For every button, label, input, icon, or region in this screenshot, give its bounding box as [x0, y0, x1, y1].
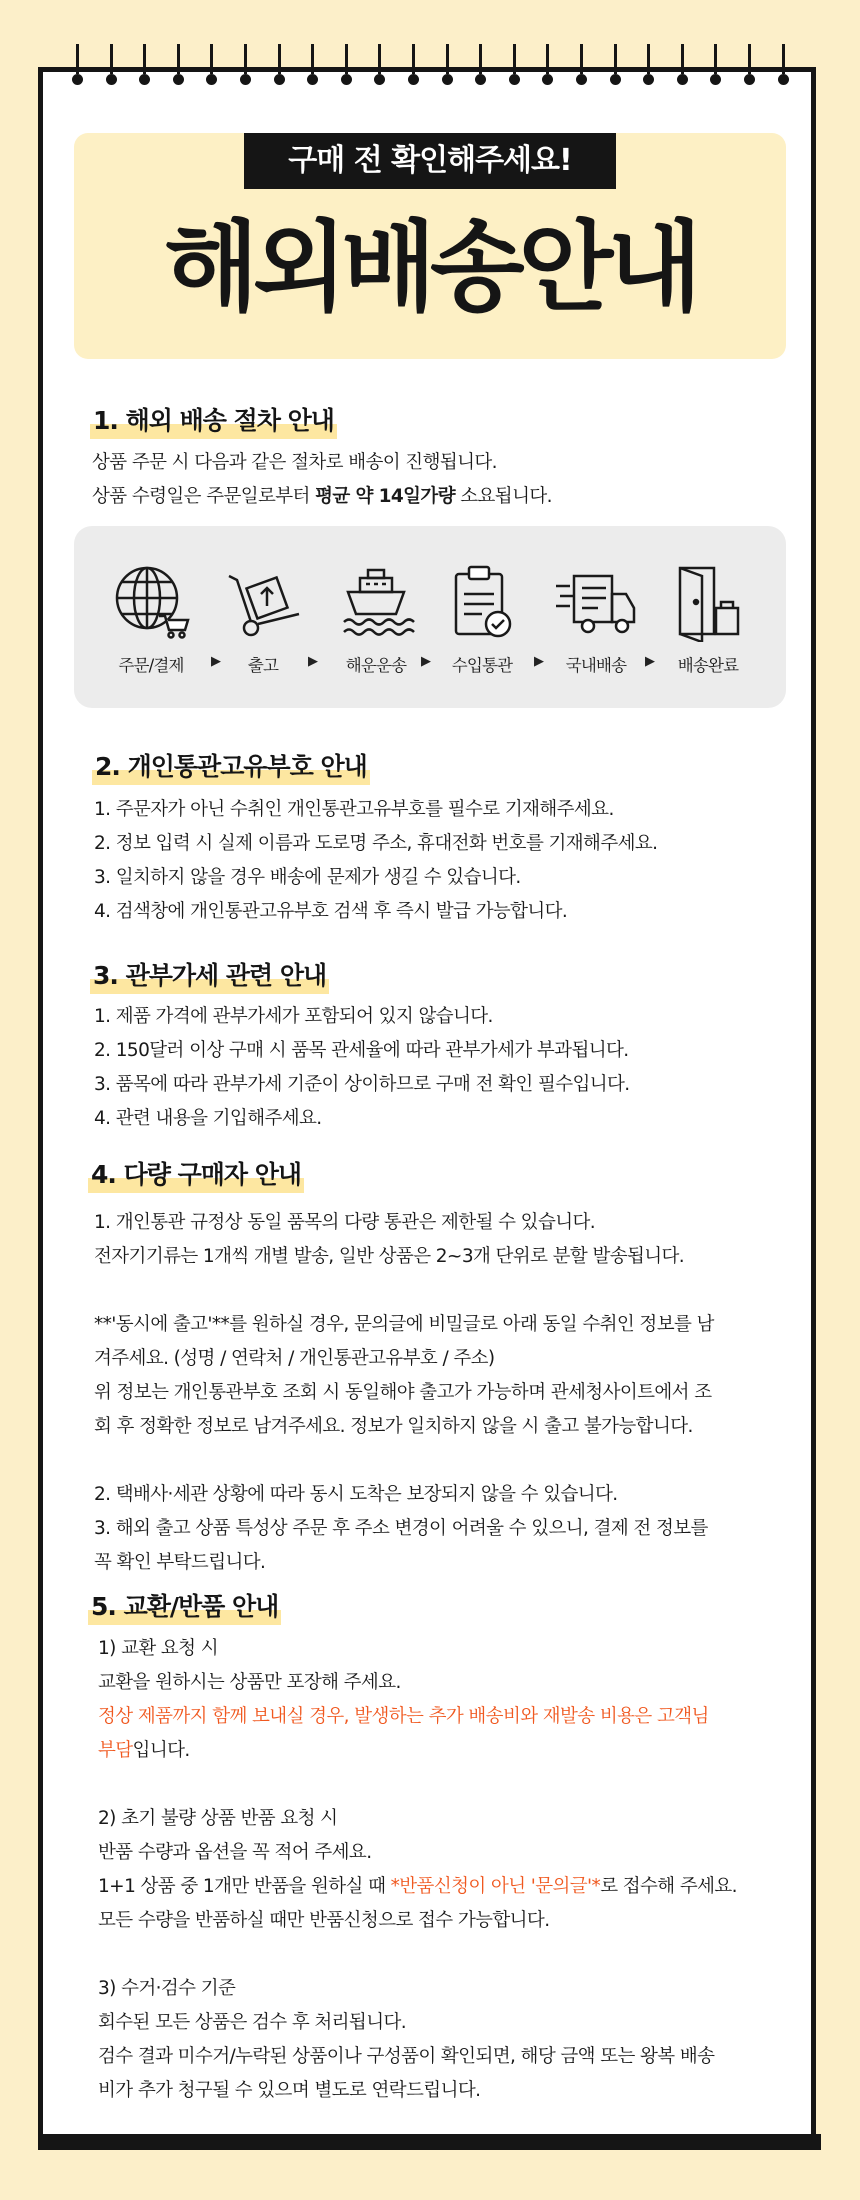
step-label: 국내배송 — [565, 656, 627, 675]
section-title-customs-code: 2. 개인통관고유부호 안내 — [92, 749, 370, 785]
procedure-line: 상품 수령일은 주문일로부터 평균 약 14일가량 소요됩니다. — [92, 486, 552, 507]
text-line: 1+1 상품 중 1개만 반품을 원하실 때 *반품신청이 아닌 '문의글'*로 접수해 주세요. — [98, 1876, 737, 1897]
hand-truck-icon — [223, 562, 303, 642]
text-line: 회수된 모든 상품은 검수 후 처리됩니다. — [98, 2012, 407, 2033]
process-step-customs — [437, 562, 527, 676]
process-step-dispatch — [218, 562, 308, 676]
binding-ring — [475, 44, 485, 88]
text-line: 비가 추가 청구될 수 있으며 별도로 연락드립니다. — [98, 2080, 481, 2101]
binding-ring — [206, 44, 216, 88]
list-item: 4. 관련 내용을 기입해주세요. — [94, 1108, 322, 1129]
hero-banner — [74, 133, 786, 359]
duties-list — [94, 1000, 630, 1136]
text-line: **'동시에 출고'**를 원하실 경우, 문의글에 비밀글로 아래 동일 수취인 정보를 남 — [94, 1314, 714, 1335]
list-item: 1. 제품 가격에 관부가세가 포함되어 있지 않습니다. — [94, 1006, 493, 1027]
text-line: 1. 개인통관 규정상 동일 품목의 다량 통관은 제한될 수 있습니다. — [94, 1212, 596, 1233]
binding-ring — [307, 44, 317, 88]
step-label: 출고 — [247, 656, 279, 675]
customs-code-list — [94, 793, 657, 929]
section-title-bulk-buyer: 4. 다량 구매자 안내 — [88, 1157, 304, 1193]
step-arrow: ▶ — [211, 654, 221, 669]
text-line: 2. 택배사·세관 상황에 따라 동시 도착은 보장되지 않을 수 있습니다. — [94, 1484, 618, 1505]
binding-ring — [106, 44, 116, 88]
text-line: 검수 결과 미수거/누락된 상품이나 구성품이 확인되면, 해당 금액 또는 왕복 배송 — [98, 2046, 715, 2067]
process-step-delivered — [663, 562, 753, 676]
paper-shadow — [38, 2134, 821, 2150]
procedure-line: 상품 주문 시 다음과 같은 절차로 배송이 진행됩니다. — [92, 452, 497, 473]
process-step-shipping — [331, 562, 421, 676]
exchange-return-text — [98, 1632, 737, 2108]
step-label: 주문/결제 — [118, 656, 184, 675]
text-line: 회 후 정확한 정보로 남겨주세요. 정보가 일치하지 않을 시 출고 불가능합니다. — [94, 1416, 693, 1437]
ship-icon — [336, 562, 416, 642]
text-line: 교환을 원하시는 상품만 포장해 주세요. — [98, 1672, 401, 1693]
sub-heading: 3) 수거·검수 기준 — [98, 1978, 236, 1999]
step-label: 수입통관 — [451, 656, 513, 675]
binding-ring — [744, 44, 754, 88]
step-arrow: ▶ — [421, 654, 431, 669]
sub-heading: 1) 교환 요청 시 — [98, 1638, 218, 1659]
list-item: 4. 검색창에 개인통관고유부호 검색 후 즉시 발급 가능합니다. — [94, 901, 568, 922]
binding-ring — [677, 44, 687, 88]
globe-cart-icon — [111, 562, 191, 642]
step-label: 해운운송 — [345, 656, 407, 675]
text-line: 부담입니다. — [98, 1740, 190, 1761]
step-arrow: ▶ — [534, 654, 544, 669]
list-item: 1. 주문자가 아닌 수취인 개인통관고유부호를 필수로 기재해주세요. — [94, 799, 614, 820]
binding-ring — [576, 44, 586, 88]
binding-ring — [374, 44, 384, 88]
section-title-exchange-return: 5. 교환/반품 안내 — [88, 1589, 281, 1625]
list-item: 3. 일치하지 않을 경우 배송에 문제가 생길 수 있습니다. — [94, 867, 521, 888]
binding-ring — [240, 44, 250, 88]
process-step-domestic — [551, 562, 641, 676]
blank-line — [94, 1444, 714, 1478]
binding-ring — [173, 44, 183, 88]
binding-ring — [139, 44, 149, 88]
text-line: 전자기기류는 1개씩 개별 발송, 일반 상품은 2~3개 단위로 분할 발송됩니다. — [94, 1246, 685, 1267]
binding-ring — [710, 44, 720, 88]
door-package-icon — [668, 562, 748, 642]
binding-ring — [643, 44, 653, 88]
text-line: 겨주세요. (성명 / 연락처 / 개인통관고유부호 / 주소) — [94, 1348, 495, 1369]
text-line: 꼭 확인 부탁드립니다. — [94, 1552, 266, 1573]
sub-heading: 2) 초기 불량 상품 반품 요청 시 — [98, 1808, 338, 1829]
text-line: 반품 수량과 옵션을 꼭 적어 주세요. — [98, 1842, 372, 1863]
warning-line: 정상 제품까지 함께 보내실 경우, 발생하는 추가 배송비와 재발송 비용은 고객님 — [98, 1706, 709, 1727]
delivery-duration: 평균 약 14일가량 — [315, 486, 455, 507]
text-line: 3. 해외 출고 상품 특성상 주문 후 주소 변경이 어려울 수 있으니, 결제 전 정보를 — [94, 1518, 708, 1539]
blank-line — [94, 1274, 714, 1308]
text-line: 모든 수량을 반품하실 때만 반품신청으로 접수 가능합니다. — [98, 1910, 550, 1931]
process-step-order — [106, 562, 196, 676]
page-title: 해외배송안내 — [163, 211, 696, 325]
clipboard-check-icon — [442, 562, 522, 642]
step-arrow: ▶ — [308, 654, 318, 669]
delivery-truck-icon — [554, 562, 638, 642]
list-item: 2. 정보 입력 시 실제 이름과 도로명 주소, 휴대전화 번호를 기재해주세요. — [94, 833, 658, 854]
binding-ring — [274, 44, 284, 88]
section-title-procedure: 1. 해외 배송 절차 안내 — [90, 403, 337, 439]
binding-ring — [778, 44, 788, 88]
binding-ring — [509, 44, 519, 88]
bulk-buyer-text — [94, 1206, 714, 1580]
binding-ring — [542, 44, 552, 88]
list-item: 3. 품목에 따라 관부가세 기준이 상이하므로 구매 전 확인 필수입니다. — [94, 1074, 630, 1095]
text-line: 위 정보는 개인통관부호 조회 시 동일해야 출고가 가능하며 관세청사이트에서 조 — [94, 1382, 712, 1403]
binding-ring — [72, 44, 82, 88]
shipping-process-diagram — [74, 526, 786, 708]
procedure-description — [92, 446, 552, 514]
step-arrow: ▶ — [645, 654, 655, 669]
hero-badge: 구매 전 확인해주세요! — [244, 133, 616, 189]
binding-ring — [408, 44, 418, 88]
list-item: 2. 150달러 이상 구매 시 품목 관세율에 따라 관부가세가 부과됩니다. — [94, 1040, 629, 1061]
binding-ring — [442, 44, 452, 88]
binding-ring — [341, 44, 351, 88]
spiral-binding — [38, 44, 816, 94]
step-label: 배송완료 — [677, 656, 739, 675]
section-title-duties: 3. 관부가세 관련 안내 — [90, 958, 329, 994]
binding-ring — [610, 44, 620, 88]
